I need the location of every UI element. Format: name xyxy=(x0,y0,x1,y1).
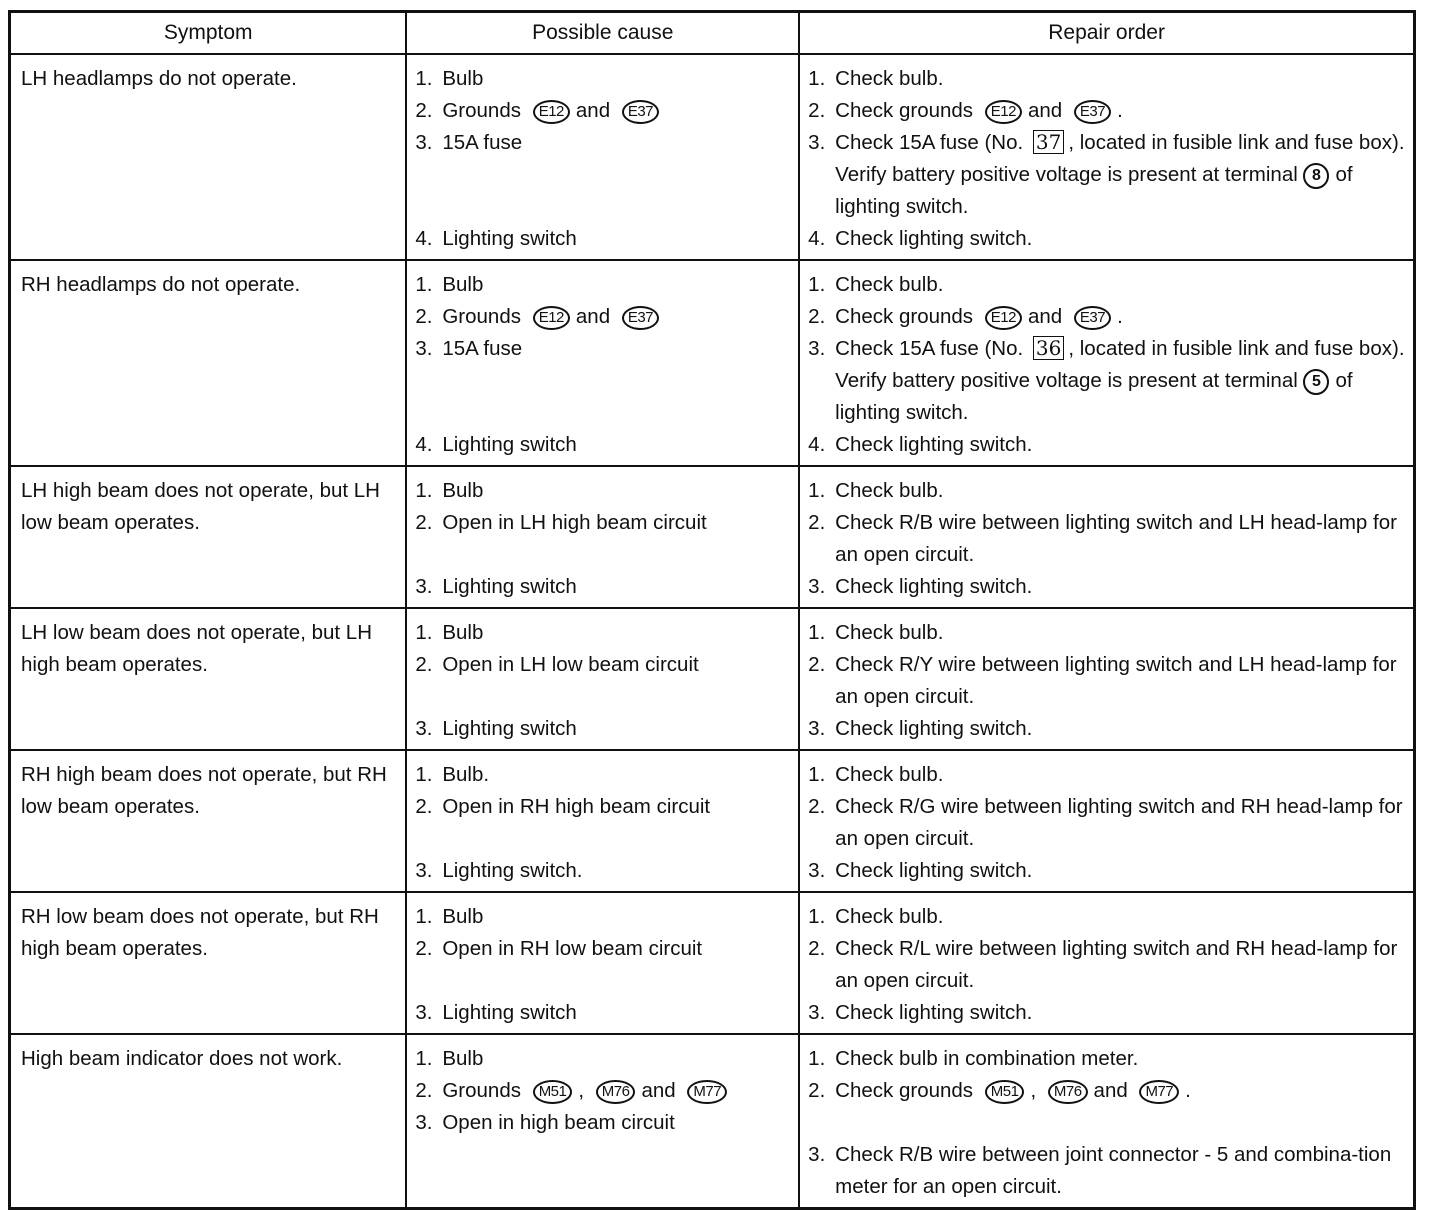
connector-symbol: E12 xyxy=(985,100,1022,124)
item-text xyxy=(835,1043,1405,1075)
fuse-number-box: 36 xyxy=(1033,336,1064,360)
connector-symbol: E12 xyxy=(985,306,1022,330)
cause-list xyxy=(407,1035,798,1143)
item-text xyxy=(442,649,790,681)
text-run: Check lighting switch. xyxy=(835,717,1033,740)
text-run: Check grounds xyxy=(835,305,974,328)
cause-item xyxy=(415,269,790,301)
item-text xyxy=(835,429,1405,461)
repair-item xyxy=(808,333,1405,429)
text-run: Check R/B wire between joint connector - 5 and combina-tion meter for an open circuit. xyxy=(835,1143,1392,1198)
item-text xyxy=(442,507,790,539)
text-run: 15A fuse xyxy=(442,337,523,360)
item-number: 1. xyxy=(415,621,433,644)
cause-item xyxy=(415,791,790,823)
item-number: 1. xyxy=(808,763,826,786)
text-run: Bulb xyxy=(442,1047,484,1070)
repair-list xyxy=(800,55,1413,259)
connector-symbol: E37 xyxy=(1074,306,1111,330)
repair-item xyxy=(808,791,1405,855)
possible-cause-cell xyxy=(406,54,799,260)
text-run: Bulb xyxy=(442,905,484,928)
header-row xyxy=(10,12,1415,55)
item-text xyxy=(442,269,790,301)
text-run: Check bulb. xyxy=(835,905,944,928)
symptom-text: RH headlamps do not operate. xyxy=(21,273,301,296)
text-run: Check lighting switch. xyxy=(835,227,1033,250)
cause-list xyxy=(407,751,798,891)
symptom-cell xyxy=(10,608,407,750)
symptom-cell xyxy=(10,54,407,260)
repair-item xyxy=(808,933,1405,997)
text-run: Lighting switch xyxy=(442,227,577,250)
item-number: 1. xyxy=(415,905,433,928)
repair-order-cell xyxy=(799,1034,1414,1209)
item-text xyxy=(442,759,790,791)
text-run: Lighting switch xyxy=(442,1001,577,1024)
item-text xyxy=(442,63,790,95)
item-text xyxy=(835,269,1405,301)
item-text xyxy=(442,1043,790,1075)
repair-list xyxy=(800,609,1413,749)
cause-item xyxy=(415,301,790,333)
text-run: Bulb xyxy=(442,479,484,502)
spacer xyxy=(415,965,790,997)
symptom-text: RH low beam does not operate, but RH high beam operates. xyxy=(21,905,379,960)
text-run: Grounds xyxy=(442,305,521,328)
cause-item xyxy=(415,333,790,365)
item-text xyxy=(835,507,1405,571)
text-run: of lighting switch. xyxy=(835,163,1353,218)
item-number: 2. xyxy=(415,653,433,676)
connector-symbol: E12 xyxy=(533,100,570,124)
text-run: Check bulb. xyxy=(835,621,944,644)
item-text xyxy=(442,127,790,159)
repair-item xyxy=(808,997,1405,1029)
item-number: 3. xyxy=(808,1143,826,1166)
text-run: , xyxy=(1030,1079,1037,1102)
connector-symbol: E37 xyxy=(1074,100,1111,124)
text-run: Check bulb in combination meter. xyxy=(835,1047,1139,1070)
possible-cause-cell xyxy=(406,608,799,750)
spacer xyxy=(415,539,790,571)
item-text xyxy=(835,617,1405,649)
item-text xyxy=(835,63,1405,95)
item-number: 3. xyxy=(415,1111,433,1134)
item-text xyxy=(442,1107,790,1139)
text-run: of lighting switch. xyxy=(835,369,1353,424)
text-run: and xyxy=(1027,99,1063,122)
text-run: Check R/Y wire between lighting switch and LH head-lamp for an open circuit. xyxy=(835,653,1397,708)
cause-item xyxy=(415,571,790,603)
item-text xyxy=(442,333,790,365)
item-number: 2. xyxy=(808,937,826,960)
cause-item xyxy=(415,223,790,255)
item-text xyxy=(835,759,1405,791)
table-row xyxy=(10,260,1415,466)
text-run: Bulb xyxy=(442,273,484,296)
item-text xyxy=(442,95,790,127)
repair-item xyxy=(808,269,1405,301)
repair-item xyxy=(808,301,1405,333)
troubleshooting-table xyxy=(8,10,1416,1210)
repair-order-cell xyxy=(799,466,1414,608)
table-row xyxy=(10,54,1415,260)
repair-order-cell xyxy=(799,608,1414,750)
symptom-text: LH high beam does not operate, but LH low beam operates. xyxy=(21,479,380,534)
item-number: 4. xyxy=(808,227,826,250)
item-text xyxy=(442,901,790,933)
symptom-cell xyxy=(10,892,407,1034)
item-text xyxy=(835,95,1405,127)
connector-symbol: M76 xyxy=(1048,1080,1088,1104)
connector-symbol: M76 xyxy=(596,1080,636,1104)
cause-item xyxy=(415,617,790,649)
text-run: , located in fusible link and fuse box). Verify battery positive voltage is present at terminal xyxy=(835,337,1405,392)
cause-item xyxy=(415,649,790,681)
cause-item xyxy=(415,507,790,539)
symptom-text: RH high beam does not operate, but RH low beam operates. xyxy=(21,763,387,818)
text-run: Check lighting switch. xyxy=(835,859,1033,882)
repair-item xyxy=(808,649,1405,713)
text-run: Check bulb. xyxy=(835,763,944,786)
item-number: 2. xyxy=(415,937,433,960)
cause-list xyxy=(407,55,798,259)
cause-item xyxy=(415,855,790,887)
item-number: 3. xyxy=(415,575,433,598)
repair-item xyxy=(808,507,1405,571)
cause-list xyxy=(407,893,798,1033)
cause-item xyxy=(415,713,790,745)
item-number: 2. xyxy=(808,795,826,818)
item-text xyxy=(442,855,790,887)
text-run: Lighting switch. xyxy=(442,859,583,882)
item-number: 3. xyxy=(808,717,826,740)
repair-item xyxy=(808,127,1405,223)
symptom-text: High beam indicator does not work. xyxy=(21,1047,343,1070)
item-number: 3. xyxy=(808,131,826,154)
connector-symbol: M77 xyxy=(687,1080,727,1104)
spacer xyxy=(415,681,790,713)
repair-item xyxy=(808,617,1405,649)
possible-cause-cell xyxy=(406,892,799,1034)
connector-symbol: M51 xyxy=(533,1080,573,1104)
table-row xyxy=(10,608,1415,750)
cause-list xyxy=(407,609,798,749)
item-number: 2. xyxy=(808,1079,826,1102)
text-run: Check lighting switch. xyxy=(835,433,1033,456)
item-number: 1. xyxy=(808,621,826,644)
item-number: 2. xyxy=(808,653,826,676)
repair-item xyxy=(808,429,1405,461)
item-text xyxy=(835,901,1405,933)
item-number: 2. xyxy=(415,99,433,122)
cause-item xyxy=(415,475,790,507)
item-number: 2. xyxy=(808,305,826,328)
repair-order-cell xyxy=(799,750,1414,892)
item-number: 3. xyxy=(808,859,826,882)
connector-symbol: E37 xyxy=(622,306,659,330)
terminal-number: 8 xyxy=(1303,163,1329,189)
symptom-text: LH low beam does not operate, but LH high beam operates. xyxy=(21,621,372,676)
item-text xyxy=(835,791,1405,855)
text-run: Open in LH high beam circuit xyxy=(442,511,707,534)
repair-item xyxy=(808,475,1405,507)
repair-item xyxy=(808,901,1405,933)
cause-list xyxy=(407,261,798,465)
table-row xyxy=(10,466,1415,608)
item-text xyxy=(835,127,1405,223)
repair-item xyxy=(808,95,1405,127)
item-number: 2. xyxy=(415,1079,433,1102)
item-text xyxy=(442,997,790,1029)
item-text xyxy=(442,1075,790,1107)
header-symptom: Symptom xyxy=(10,12,407,55)
item-number: 1. xyxy=(415,763,433,786)
cause-item xyxy=(415,933,790,965)
item-number: 1. xyxy=(415,67,433,90)
item-number: 2. xyxy=(415,795,433,818)
repair-item xyxy=(808,63,1405,95)
text-run: Check 15A fuse (No. xyxy=(835,337,1024,360)
item-number: 1. xyxy=(808,1047,826,1070)
repair-list xyxy=(800,893,1413,1033)
text-run: Lighting switch xyxy=(442,717,577,740)
text-run: Bulb. xyxy=(442,763,490,786)
cause-item xyxy=(415,95,790,127)
repair-list xyxy=(800,467,1413,607)
text-run: Bulb xyxy=(442,621,484,644)
item-number: 3. xyxy=(415,1001,433,1024)
spacer xyxy=(808,1107,1405,1139)
text-run: Open in RH low beam circuit xyxy=(442,937,703,960)
spacer xyxy=(415,823,790,855)
table-row xyxy=(10,750,1415,892)
symptom-cell xyxy=(10,1034,407,1209)
text-run: , located in fusible link and fuse box). Verify battery positive voltage is present at terminal xyxy=(835,131,1405,186)
text-run: Grounds xyxy=(442,1079,521,1102)
text-run: Check lighting switch. xyxy=(835,1001,1033,1024)
item-number: 3. xyxy=(808,337,826,360)
item-number: 1. xyxy=(415,273,433,296)
text-run: Check lighting switch. xyxy=(835,575,1033,598)
text-run: Open in RH high beam circuit xyxy=(442,795,711,818)
text-run: Check 15A fuse (No. xyxy=(835,131,1024,154)
symptom-cell xyxy=(10,260,407,466)
text-run: . xyxy=(1117,305,1123,328)
text-run: . xyxy=(1117,99,1123,122)
text-run: Check grounds xyxy=(835,99,974,122)
connector-symbol: M77 xyxy=(1139,1080,1179,1104)
item-text xyxy=(442,429,790,461)
cause-item xyxy=(415,759,790,791)
item-number: 1. xyxy=(808,273,826,296)
text-run: Check bulb. xyxy=(835,479,944,502)
repair-order-cell xyxy=(799,260,1414,466)
item-number: 2. xyxy=(415,305,433,328)
repair-order-cell xyxy=(799,892,1414,1034)
text-run: Bulb xyxy=(442,67,484,90)
symptom-text: LH headlamps do not operate. xyxy=(21,67,297,90)
cause-item xyxy=(415,127,790,159)
item-number: 3. xyxy=(415,859,433,882)
item-number: 3. xyxy=(415,131,433,154)
text-run: and xyxy=(1093,1079,1128,1102)
text-run: Check R/G wire between lighting switch and RH head-lamp for an open circuit. xyxy=(835,795,1403,850)
cause-item xyxy=(415,1043,790,1075)
repair-item xyxy=(808,855,1405,887)
repair-item xyxy=(808,223,1405,255)
repair-order-cell xyxy=(799,54,1414,260)
text-run: Check bulb. xyxy=(835,67,944,90)
text-run: Grounds xyxy=(442,99,521,122)
cause-item xyxy=(415,1107,790,1139)
item-text xyxy=(442,301,790,333)
cause-item xyxy=(415,997,790,1029)
text-run: Open in high beam circuit xyxy=(442,1111,675,1134)
text-run: . xyxy=(1185,1079,1191,1102)
connector-symbol: E37 xyxy=(622,100,659,124)
connector-symbol: E12 xyxy=(533,306,570,330)
connector-symbol: M51 xyxy=(985,1080,1025,1104)
text-run: and xyxy=(1027,305,1063,328)
item-text xyxy=(442,933,790,965)
table-body xyxy=(10,54,1415,1209)
item-text xyxy=(835,333,1405,429)
text-run: Check grounds xyxy=(835,1079,974,1102)
item-number: 2. xyxy=(415,511,433,534)
text-run: and xyxy=(641,1079,676,1102)
repair-list xyxy=(800,751,1413,891)
header-repair-order: Repair order xyxy=(799,12,1414,55)
item-text xyxy=(442,223,790,255)
terminal-number: 5 xyxy=(1303,369,1329,395)
symptom-cell xyxy=(10,750,407,892)
text-run: and xyxy=(575,305,611,328)
item-number: 3. xyxy=(415,337,433,360)
cause-list xyxy=(407,467,798,607)
repair-list xyxy=(800,1035,1413,1207)
item-number: 2. xyxy=(808,99,826,122)
item-number: 3. xyxy=(808,575,826,598)
text-run: and xyxy=(575,99,611,122)
item-text xyxy=(442,475,790,507)
spacer xyxy=(415,397,790,429)
table-row xyxy=(10,1034,1415,1209)
text-run: Check bulb. xyxy=(835,273,944,296)
possible-cause-cell xyxy=(406,260,799,466)
text-run: 15A fuse xyxy=(442,131,523,154)
item-text xyxy=(442,617,790,649)
item-text xyxy=(835,713,1405,745)
header-possible-cause: Possible cause xyxy=(406,12,799,55)
item-text xyxy=(835,223,1405,255)
item-number: 3. xyxy=(808,1001,826,1024)
text-run: Open in LH low beam circuit xyxy=(442,653,699,676)
repair-item xyxy=(808,1075,1405,1107)
item-number: 1. xyxy=(415,1047,433,1070)
repair-item xyxy=(808,1139,1405,1203)
repair-item xyxy=(808,1043,1405,1075)
repair-item xyxy=(808,759,1405,791)
item-number: 4. xyxy=(415,433,433,456)
cause-item xyxy=(415,901,790,933)
symptom-cell xyxy=(10,466,407,608)
possible-cause-cell xyxy=(406,1034,799,1209)
repair-list xyxy=(800,261,1413,465)
repair-item xyxy=(808,713,1405,745)
repair-item xyxy=(808,571,1405,603)
item-text xyxy=(835,997,1405,1029)
item-text xyxy=(835,933,1405,997)
item-number: 4. xyxy=(415,227,433,250)
item-text xyxy=(835,571,1405,603)
item-number: 1. xyxy=(808,905,826,928)
text-run: Lighting switch xyxy=(442,433,577,456)
spacer xyxy=(415,365,790,397)
text-run: Lighting switch xyxy=(442,575,577,598)
item-text xyxy=(835,855,1405,887)
possible-cause-cell xyxy=(406,466,799,608)
item-text xyxy=(835,649,1405,713)
item-text xyxy=(835,475,1405,507)
item-number: 2. xyxy=(808,511,826,534)
cause-item xyxy=(415,63,790,95)
spacer xyxy=(415,191,790,223)
item-text xyxy=(442,791,790,823)
item-text xyxy=(442,713,790,745)
text-run: Check R/L wire between lighting switch and RH head-lamp for an open circuit. xyxy=(835,937,1398,992)
item-text xyxy=(835,1139,1405,1203)
item-text xyxy=(835,1075,1405,1107)
item-number: 4. xyxy=(808,433,826,456)
text-run: Check R/B wire between lighting switch and LH head-lamp for an open circuit. xyxy=(835,511,1397,566)
cause-item xyxy=(415,1075,790,1107)
item-number: 3. xyxy=(415,717,433,740)
possible-cause-cell xyxy=(406,750,799,892)
item-text xyxy=(835,301,1405,333)
fuse-number-box: 37 xyxy=(1033,130,1064,154)
spacer xyxy=(415,159,790,191)
item-number: 1. xyxy=(808,479,826,502)
item-number: 1. xyxy=(415,479,433,502)
cause-item xyxy=(415,429,790,461)
table-row xyxy=(10,892,1415,1034)
text-run: , xyxy=(578,1079,585,1102)
item-text xyxy=(442,571,790,603)
item-number: 1. xyxy=(808,67,826,90)
